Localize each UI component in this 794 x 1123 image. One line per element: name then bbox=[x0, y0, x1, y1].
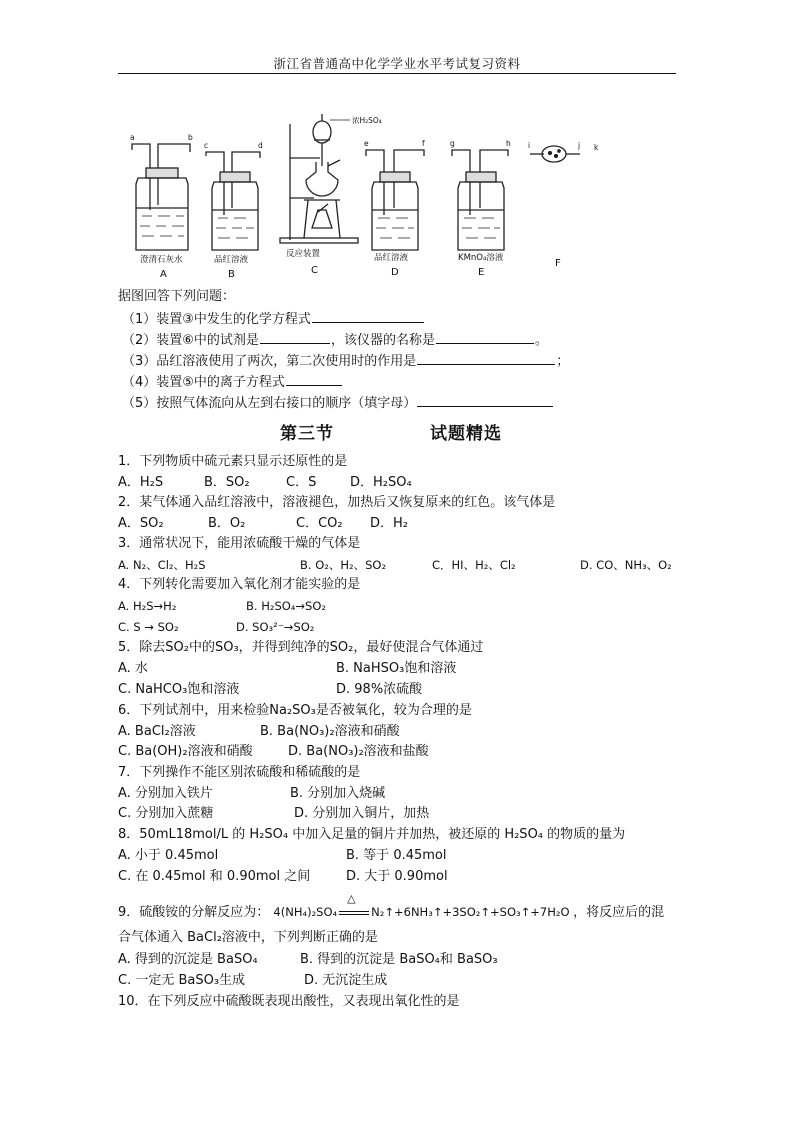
port-k-label: k bbox=[594, 143, 599, 152]
letter-a: A bbox=[160, 269, 167, 280]
caption-a: 澄清石灰水 bbox=[140, 255, 183, 265]
intro-text: 据图回答下列问题： bbox=[118, 289, 236, 304]
letter-d: D bbox=[391, 267, 399, 278]
port-j-label: j bbox=[578, 141, 581, 150]
section-title: 试题精选 bbox=[430, 424, 502, 444]
question-4-stem: 4．下列转化需要加入氧化剂才能实验的是 bbox=[118, 577, 361, 592]
question-9-stem-line1: 9．硫酸铵的分解反应为： 4(NH₄)₂SO₄ △ N₂↑+6NH₃↑+3SO₂↑+SO₃↑+7H₂O ，将反应后的混 bbox=[118, 892, 665, 920]
fig-question-1: （1）装置③中发生的化学方程式 bbox=[122, 308, 425, 330]
letter-c: C bbox=[311, 265, 318, 276]
fig-question-4: （4）装置⑤中的离子方程式 bbox=[122, 371, 343, 393]
question-10-stem: 10．在下列反应中硫酸既表现出酸性，又表现出氧化性的是 bbox=[118, 994, 460, 1009]
letter-b: B bbox=[228, 269, 235, 280]
reaction-apparatus-c bbox=[280, 114, 358, 243]
apparatus-figure bbox=[118, 100, 618, 280]
port-a-label: a bbox=[130, 133, 135, 142]
bottle-e bbox=[452, 150, 508, 250]
section-number: 第三节 bbox=[280, 424, 334, 444]
answer-blank[interactable] bbox=[286, 371, 342, 386]
bottle-a bbox=[132, 144, 190, 250]
drying-tube-f bbox=[530, 146, 580, 162]
question-8-stem: 8．50mL18mol/L 的 H₂SO₄ 中加入足量的铜片并加热，被还原的 H₂SO₄ 的物质的量为 bbox=[118, 827, 626, 842]
fig-question-3: （3）品红溶液使用了两次，第二次使用时的作用是 ； bbox=[122, 350, 569, 372]
question-3-stem: 3．通常状况下，能用浓硫酸干燥的气体是 bbox=[118, 536, 361, 551]
bottle-d bbox=[366, 150, 424, 250]
page-header: 浙江省普通高中化学学业水平考试复习资料 bbox=[273, 56, 521, 71]
answer-blank[interactable] bbox=[260, 329, 330, 344]
answer-blank[interactable] bbox=[417, 350, 555, 365]
question-1-stem: 1．下列物质中硫元素只显示还原性的是 bbox=[118, 454, 348, 469]
acid-label: 浓H₂SO₄ bbox=[352, 116, 382, 125]
answer-blank[interactable] bbox=[417, 392, 553, 407]
question-6-stem: 6．下列试剂中，用来检验Na₂SO₃是否被氧化，较为合理的是 bbox=[118, 703, 472, 718]
question-7-stem: 7．下列操作不能区别浓硫酸和稀硫酸的是 bbox=[118, 765, 361, 780]
port-h-label: h bbox=[506, 139, 511, 148]
port-e-label: e bbox=[364, 139, 369, 148]
header-divider bbox=[118, 73, 676, 74]
answer-blank[interactable] bbox=[436, 329, 534, 344]
caption-d: 品红溶液 bbox=[374, 253, 409, 263]
caption-b: 品红溶液 bbox=[214, 255, 249, 265]
letter-e: E bbox=[478, 267, 485, 278]
caption-c: 反应装置 bbox=[286, 249, 321, 259]
port-g-label: g bbox=[450, 139, 455, 148]
question-2-stem: 2．某气体通入品红溶液中，溶液褪色，加热后又恢复原来的红色。该气体是 bbox=[118, 495, 556, 510]
fig-question-2: （2）装置⑥中的试剂是 ，该仪器的名称是 。 bbox=[122, 329, 548, 351]
caption-e: KMnO₄溶液 bbox=[458, 253, 504, 263]
answer-blank[interactable] bbox=[312, 308, 424, 323]
letter-f: F bbox=[555, 258, 561, 269]
port-i-label: i bbox=[528, 141, 531, 150]
document-page: 浙江省普通高中化学学业水平考试复习资料 a b c d e f g h i j k 浓H₂SO₄ 澄清石灰水 品红溶液 反应装置 品红溶液 KMnO₄溶液 A B C D E F 据图回答下列问题： （1）装置③中发生的化学方程式 （2）装置⑥中的试剂是 ，该仪器的名称是 。 （3）品红溶液使用了两次，第二次使用时的作用是 ； （4）装置⑤中的离子方程式 （5）按照气体流向从左到右接口的顺序（填字母） 第三节 试题精选 1．下列物质中硫元素只显示还原性的是 A．H₂S B．SO₂ C．S D．H₂SO₄ 2．某气体通入品红溶液中，溶液褪色，加热后又恢复原来的红色。该气体是 A．SO₂ B．O₂ C．CO₂ D．H₂ 3．通常状况下，能用浓硫酸干燥的气体是 A. N₂、Cl₂、H₂S B. O₂、H₂、SO₂ C．HI、H₂、Cl₂ D. CO、NH₃、O₂ 4．下列转化需要加入氧化剂才能实验的是 A. H₂S→H₂ B. H₂SO₄→SO₂ C. S → SO₂ D. SO₃²⁻→SO₂ 5．除去SO₂中的SO₃，并得到纯净的SO₂，最好使混合气体通过 A. 水 B. NaHSO₃饱和溶液 C. NaHCO₃饱和溶液 D. 98%浓硫酸 6．下列试剂中，用来检验Na₂SO₃是否被氧化，较为合理的是 A. BaCl₂溶液 B. Ba(NO₃)₂溶液和硝酸 C. Ba(OH)₂溶液和硝酸 D. Ba(NO₃)₂溶液和盐酸 7．下列操作不能区别浓硫酸和稀硫酸的是 A. 分别加入铁片 B. 分别加入烧碱 C. 分别加入蔗糖 D. 分别加入铜片，加热 8．50mL18mol/L 的 H₂SO₄ 中加入足量的铜片并加热，被还原的 H₂SO₄ 的物质的量为 A. 小于 0.45mol B. 等于 0.45mol C. 在 0.45mol 和 0.90mol 之间 D. 大于 0.90mol 9．硫酸铵的分解反应为： 4(NH₄)₂SO₄ △ N₂↑+6NH₃↑+3SO₂↑+SO₃↑+7H₂O ，将反应后的混 合气体通入 BaCl₂溶液中，下列判断正确的是 A. 得到的沉淀是 BaSO₄ B. 得到的沉淀是 BaSO₄和 BaSO₃ C. 一定无 BaSO₃生成 D. 无沉淀生成 10．在下列反应中硫酸既表现出酸性，又表现出氧化性的是 bbox=[0, 0, 794, 1123]
port-b-label: b bbox=[188, 133, 193, 142]
fig-question-5: （5）按照气体流向从左到右接口的顺序（填字母） bbox=[122, 392, 554, 414]
port-f-label: f bbox=[422, 139, 425, 148]
port-d-label: d bbox=[258, 141, 263, 150]
bottle-b bbox=[206, 152, 260, 250]
port-c-label: c bbox=[204, 141, 209, 150]
question-5-stem: 5．除去SO₂中的SO₃，并得到纯净的SO₂，最好使混合气体通过 bbox=[118, 640, 484, 655]
question-9-stem-line2: 合气体通入 BaCl₂溶液中，下列判断正确的是 bbox=[118, 930, 378, 945]
decomposition-equation: 4(NH₄)₂SO₄ △ N₂↑+6NH₃↑+3SO₂↑+SO₃↑+7H₂O bbox=[273, 892, 570, 919]
